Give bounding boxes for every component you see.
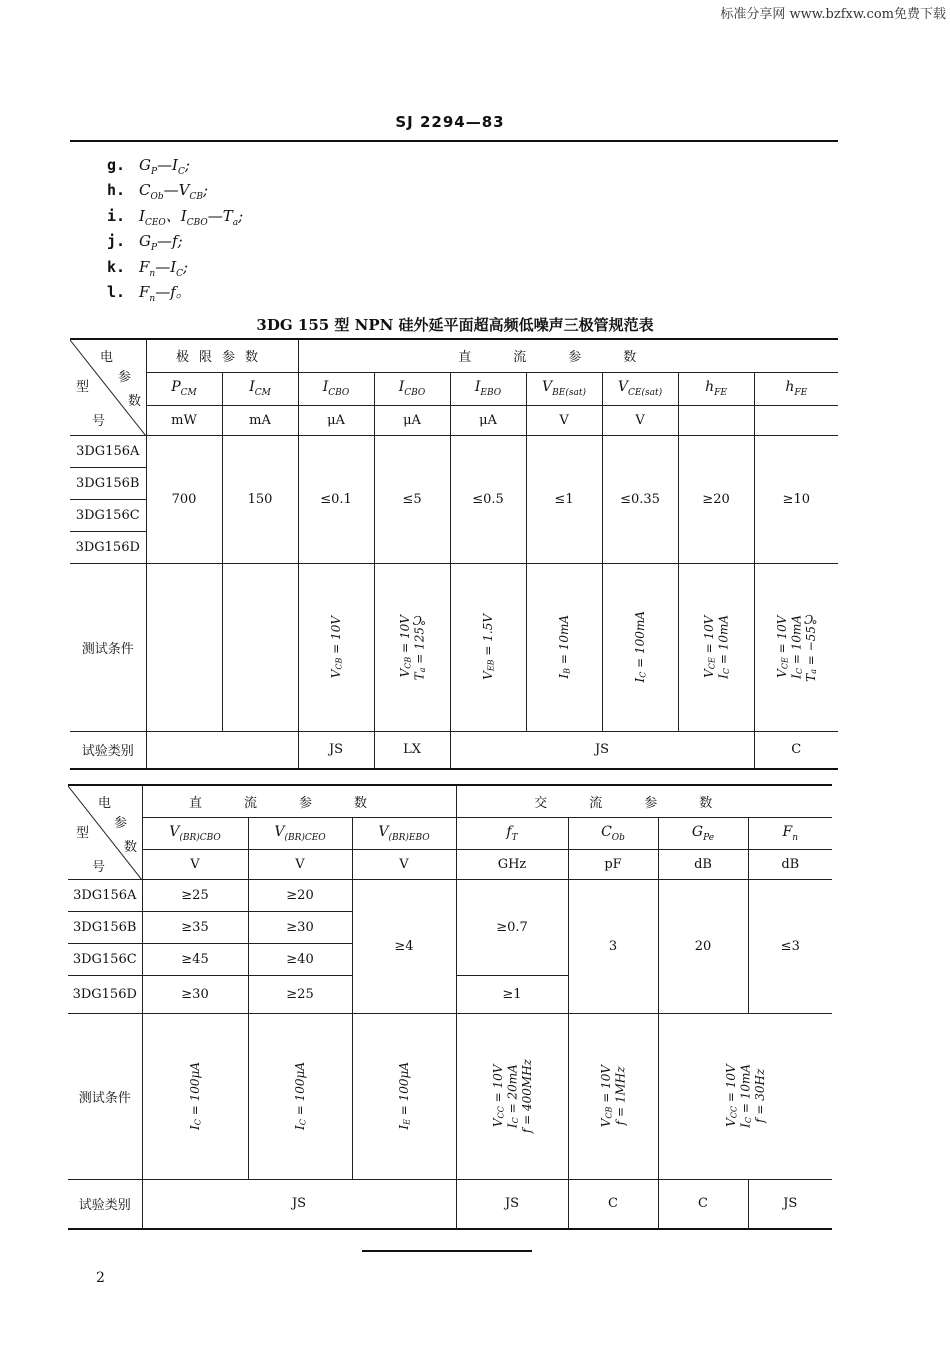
value-cell: ≥20 bbox=[248, 879, 352, 911]
list-item: g. $G_P—I_C$; bbox=[107, 156, 190, 177]
param-header: $V_{(BR)CBO}$ bbox=[142, 817, 248, 849]
condition-cell: $I_B = 10mA$ bbox=[526, 563, 602, 731]
condition-cell: $V_{EB} = 1.5V$ bbox=[450, 563, 526, 731]
value-cell: ≥4 bbox=[352, 879, 456, 1013]
unit-cell: mA bbox=[222, 405, 298, 435]
row-label-conditions: 测试条件 bbox=[70, 563, 146, 731]
condition-cell: $V_{CC} = 10V$ $I_C = 10mA$ f = 30Hz bbox=[658, 1013, 832, 1179]
condition-cell: $V_{CB} = 10V$ f = 1MHz bbox=[568, 1013, 658, 1179]
page-number: 2 bbox=[96, 1270, 105, 1286]
param-header: $f_T$ bbox=[456, 817, 568, 849]
corner-header bbox=[68, 785, 142, 879]
param-header: $G_{Pe}$ bbox=[658, 817, 748, 849]
category-cell bbox=[146, 731, 298, 769]
unit-cell: V bbox=[526, 405, 602, 435]
unit-cell: V bbox=[248, 849, 352, 879]
param-header: $h_{FE}$ bbox=[678, 372, 754, 405]
condition-cell: $V_{CE} = 10V$ $I_C = 10mA$ bbox=[678, 563, 754, 731]
param-header: $P_{CM}$ bbox=[146, 372, 222, 405]
category-cell: LX bbox=[374, 731, 450, 769]
list-item: h. $C_{Ob}—V_{CB}$; bbox=[107, 181, 209, 203]
corner-electric: 电 bbox=[100, 350, 114, 365]
row-label-category: 试验类别 bbox=[68, 1179, 142, 1229]
unit-cell: V bbox=[142, 849, 248, 879]
condition-cell: $V_{CB} = 10V$ $T_a$ = 125℃ bbox=[374, 563, 450, 731]
corner-number: 号 bbox=[92, 414, 106, 429]
footer-rule bbox=[362, 1250, 532, 1252]
unit-cell: mW bbox=[146, 405, 222, 435]
category-cell: JS bbox=[298, 731, 374, 769]
value-cell: ≤0.5 bbox=[450, 435, 526, 563]
group-header-ac: 交流参数 bbox=[456, 785, 832, 817]
list-item: l. $F_n—f$。 bbox=[107, 282, 191, 304]
model-cell: 3DG156C bbox=[68, 943, 142, 975]
spec-table-ac bbox=[68, 784, 832, 1230]
value-cell: ≥0.7 bbox=[456, 879, 568, 975]
corner-electric: 电 bbox=[98, 796, 112, 811]
value-cell: ≤0.1 bbox=[298, 435, 374, 563]
condition-cell: $I_C = 100mA$ bbox=[602, 563, 678, 731]
param-header: $V_{BE(sat)}$ bbox=[526, 372, 602, 405]
model-cell: 3DG156A bbox=[70, 435, 146, 467]
param-header: $I_{EBO}$ bbox=[450, 372, 526, 405]
param-header: $I_{CM}$ bbox=[222, 372, 298, 405]
unit-cell: dB bbox=[658, 849, 748, 879]
category-cell: C bbox=[658, 1179, 748, 1229]
value-cell: 700 bbox=[146, 435, 222, 563]
spec-table-dc bbox=[70, 338, 838, 770]
list-item: k. $F_n—I_C$; bbox=[107, 257, 189, 279]
value-cell: ≥30 bbox=[142, 975, 248, 1013]
value-cell: ≥10 bbox=[754, 435, 838, 563]
value-cell: 150 bbox=[222, 435, 298, 563]
param-header: $I_{CBO}$ bbox=[298, 372, 374, 405]
value-cell: ≥30 bbox=[248, 911, 352, 943]
unit-cell: pF bbox=[568, 849, 658, 879]
value-cell: 20 bbox=[658, 879, 748, 1013]
model-cell: 3DG156B bbox=[70, 467, 146, 499]
condition-cell: $V_{CC} = 10V$ $I_C = 20mA$ f = 400MHz bbox=[456, 1013, 568, 1179]
condition-cell: $I_C = 100\mu A$ bbox=[248, 1013, 352, 1179]
value-cell: ≥1 bbox=[456, 975, 568, 1013]
model-cell: 3DG156D bbox=[70, 531, 146, 563]
category-cell: JS bbox=[456, 1179, 568, 1229]
condition-cell: $V_{CB} = 10V$ bbox=[298, 563, 374, 731]
list-item: j. $G_P—f$; bbox=[107, 232, 183, 254]
param-header: $C_{Ob}$ bbox=[568, 817, 658, 849]
value-cell: ≤0.35 bbox=[602, 435, 678, 563]
curve-list bbox=[107, 153, 243, 305]
corner-model: 型 bbox=[76, 826, 90, 841]
value-cell: ≥25 bbox=[248, 975, 352, 1013]
param-header: $V_{(BR)CEO}$ bbox=[248, 817, 352, 849]
header-rule bbox=[70, 140, 838, 142]
value-cell: ≥20 bbox=[678, 435, 754, 563]
unit-cell: V bbox=[602, 405, 678, 435]
value-cell: ≥35 bbox=[142, 911, 248, 943]
unit-cell: dB bbox=[748, 849, 832, 879]
document-code: SJ 2294—83 bbox=[395, 113, 505, 131]
param-header: $F_n$ bbox=[748, 817, 832, 849]
unit-cell: GHz bbox=[456, 849, 568, 879]
group-header-dc: 直流参数 bbox=[298, 339, 838, 372]
category-cell: C bbox=[568, 1179, 658, 1229]
corner-param: 参 bbox=[114, 816, 128, 831]
corner-count: 数 bbox=[124, 840, 138, 855]
unit-cell: μA bbox=[298, 405, 374, 435]
corner-model: 型 bbox=[76, 380, 90, 395]
row-label-conditions: 测试条件 bbox=[68, 1013, 142, 1179]
value-cell: ≥25 bbox=[142, 879, 248, 911]
condition-cell: $V_{CE} = 10V$ $I_C = 10mA$ $T_a$ = −55℃ bbox=[754, 563, 838, 731]
condition-cell: $I_E = 100\mu A$ bbox=[352, 1013, 456, 1179]
param-header: $V_{CE(sat)}$ bbox=[602, 372, 678, 405]
category-cell: C bbox=[754, 731, 838, 769]
row-label-category: 试验类别 bbox=[70, 731, 146, 769]
corner-count: 数 bbox=[128, 394, 142, 409]
param-header: $h_{FE}$ bbox=[754, 372, 838, 405]
value-cell: ≥40 bbox=[248, 943, 352, 975]
group-header-limit: 极限参数 bbox=[146, 339, 298, 372]
category-cell: JS bbox=[142, 1179, 456, 1229]
corner-number: 号 bbox=[92, 860, 106, 875]
list-item: i. $I_{CEO}$、$I_{CBO}—T_a$; bbox=[107, 206, 244, 228]
group-header-dc: 直流参数 bbox=[142, 785, 456, 817]
param-header: $V_{(BR)EBO}$ bbox=[352, 817, 456, 849]
condition-cell: $I_C = 100\mu A$ bbox=[142, 1013, 248, 1179]
unit-cell: μA bbox=[374, 405, 450, 435]
table-title: 3DG 155 型 NPN 硅外延平面超高频低噪声三极管规范表 bbox=[256, 316, 654, 334]
value-cell: ≥45 bbox=[142, 943, 248, 975]
unit-cell: V bbox=[352, 849, 456, 879]
corner-param: 参 bbox=[118, 370, 132, 385]
param-header: $I_{CBO}$ bbox=[374, 372, 450, 405]
model-cell: 3DG156B bbox=[68, 911, 142, 943]
model-cell: 3DG156A bbox=[68, 879, 142, 911]
unit-cell bbox=[754, 405, 838, 435]
model-cell: 3DG156D bbox=[68, 975, 142, 1013]
condition-cell bbox=[222, 563, 298, 731]
category-cell: JS bbox=[748, 1179, 832, 1229]
watermark-text: 标准分享网 www.bzfxw.com免费下载 bbox=[720, 7, 946, 22]
category-cell: JS bbox=[450, 731, 754, 769]
model-cell: 3DG156C bbox=[70, 499, 146, 531]
value-cell: ≤1 bbox=[526, 435, 602, 563]
value-cell: 3 bbox=[568, 879, 658, 1013]
corner-header bbox=[70, 339, 146, 435]
unit-cell bbox=[678, 405, 754, 435]
value-cell: ≤5 bbox=[374, 435, 450, 563]
condition-cell bbox=[146, 563, 222, 731]
unit-cell: μA bbox=[450, 405, 526, 435]
value-cell: ≤3 bbox=[748, 879, 832, 1013]
